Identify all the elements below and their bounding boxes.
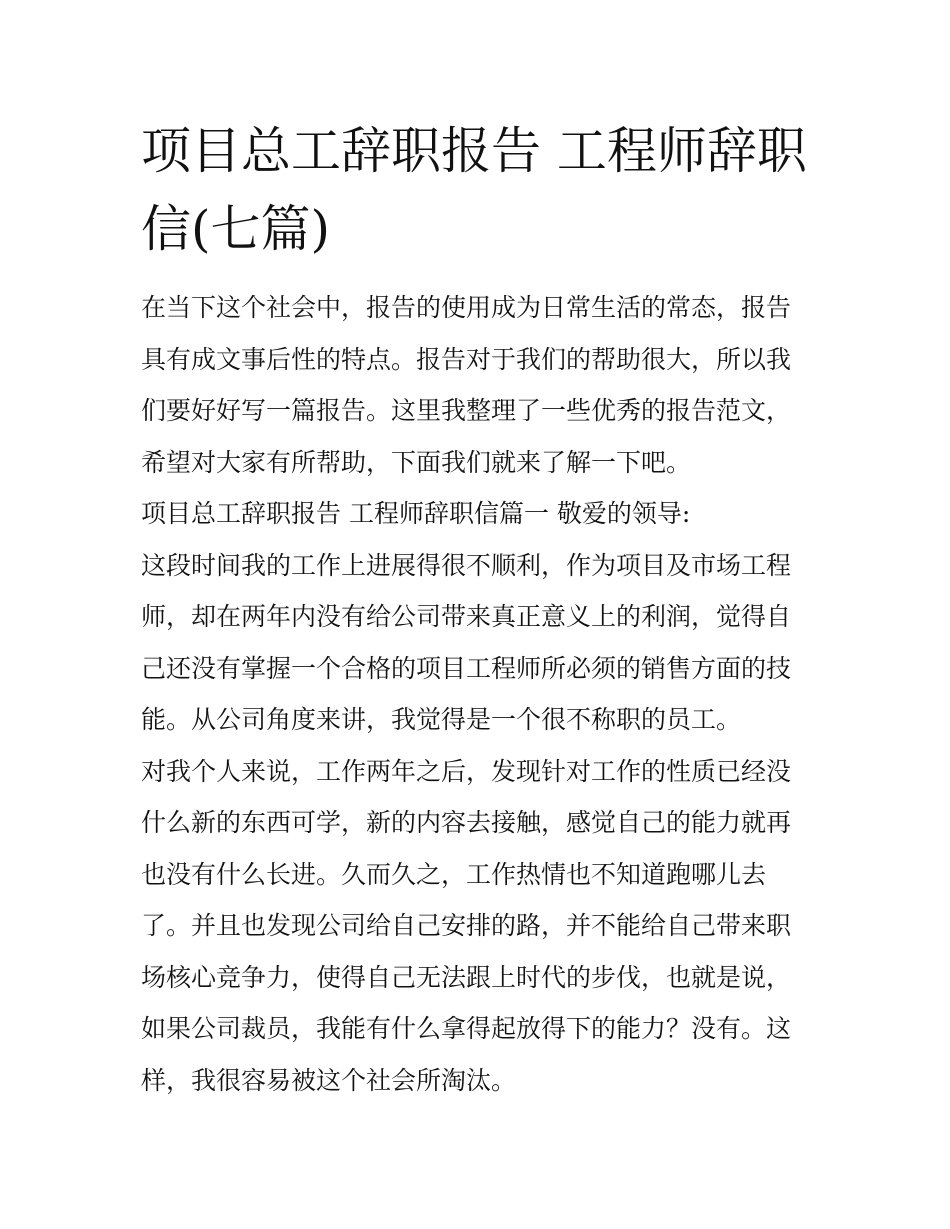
body-paragraph: 这段时间我的工作上进展得很不顺利，作为项目及市场工程师，却在两年内没有给公司带来真正意义上的利润，觉得自己还没有掌握一个合格的项目工程师所必须的销售方面的技能。从公司角度来讲，我觉得是一个很不称职的员工。 bbox=[141, 550, 792, 734]
intro-paragraph: 在当下这个社会中，报告的使用成为日常生活的常态，报告具有成文事后性的特点。报告对于我们的帮助很大，所以我们要好好写一篇报告。这里我整理了一些优秀的报告范文，希望对大家有所帮助，下面我们就来了解一下吧。 bbox=[141, 293, 792, 477]
body-paragraph: 对我个人来说，工作两年之后，发现针对工作的性质已经没什么新的东西可学，新的内容去接触，感觉自己的能力就再也没有什么长进。久而久之，工作热情也不知道跑哪儿去了。并且也发现公司给自己安排的路，并不能给自己带来职场核心竞争力，使得自己无法跟上时代的步伐，也就是说，如果公司裁员，我能有什么拿得起放得下的能力？没有。这样，我很容易被这个社会所淘汰。 bbox=[141, 756, 792, 1095]
document-content bbox=[141, 112, 813, 1106]
document-body bbox=[141, 282, 813, 1106]
section-heading-line: 项目总工辞职报告 工程师辞职信篇一 敬爱的领导: bbox=[141, 499, 691, 528]
document-title: 项目总工辞职报告 工程师辞职信(七篇) bbox=[141, 122, 807, 258]
